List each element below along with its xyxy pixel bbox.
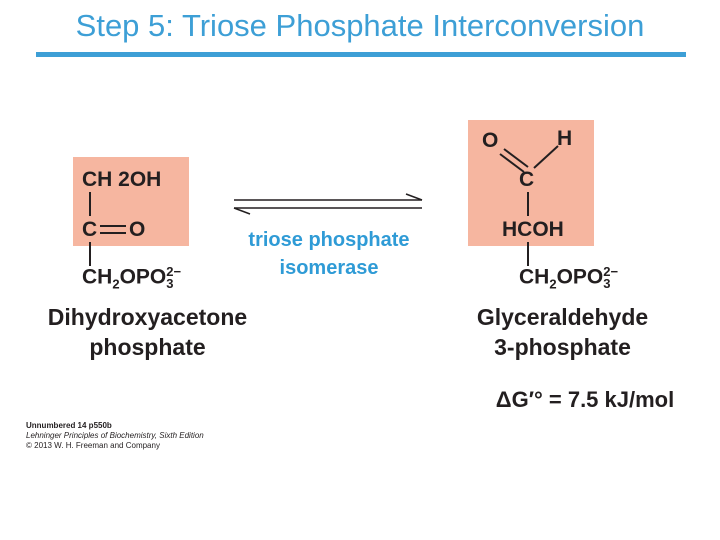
product-phosphate-group [519,266,618,291]
product-hcoh: HCOH [502,218,564,241]
reactant-phosphate-group [82,266,181,291]
credit-figure-id: Unnumbered 14 p550b [26,421,112,430]
reactant-phosphate-sub3: 3 [166,276,174,291]
reactant-phosphate-prefix: CH [82,265,113,289]
product-name-line1: Glyceraldehyde [476,304,649,330]
product-phosphate-sub2: 2 [549,276,557,292]
reactant-ch2oh: CH 2OH [82,168,162,191]
credit-book: Lehninger Principles of Biochemistry, Sixth Edition [26,431,204,440]
product-phosphate-sub3: 3 [603,276,611,291]
enzyme-name-line2: isomerase [279,257,379,279]
reactant-double-bond-bottom [100,232,126,234]
reactant-phosphate-sub2: 2 [112,276,120,292]
credit-copyright: © 2013 W. H. Freeman and Company [26,441,160,450]
equilibrium-arrows [228,190,428,220]
product-name [440,302,685,362]
product-carbon: C [519,168,535,191]
reactant-bond-1 [89,192,91,216]
free-energy-value: ΔG′° = 7.5 kJ/mol [495,387,675,412]
product-phosphate-prefix: CH [519,265,550,289]
product-phosphate-charge: 2− [603,264,619,279]
figure-credit [26,421,204,451]
product-phosphate-mid: OPO [556,265,604,289]
product-bond-1 [527,192,529,216]
reactant-bond-2 [89,242,91,266]
product-aldehyde-h: H [557,127,573,150]
reactant-name [20,302,275,362]
reactant-double-bond-top [100,225,126,227]
reactant-carbonyl-c: C [82,218,98,241]
product-bond-2 [527,242,529,266]
reactant-name-line1: Dihydroxyacetone [47,304,248,330]
reactant-name-line2: phosphate [89,334,206,360]
product-aldehyde-o: O [482,129,499,152]
title-underline [36,52,686,57]
reactant-carbonyl-o: O [129,218,146,241]
enzyme-label [214,226,444,282]
slide-title: Step 5: Triose Phosphate Interconversion [75,8,645,43]
reactant-phosphate-mid: OPO [119,265,167,289]
product-name-line2: 3-phosphate [494,334,631,360]
reactant-phosphate-charge: 2− [166,264,182,279]
enzyme-name-line1: triose phosphate [248,229,410,251]
